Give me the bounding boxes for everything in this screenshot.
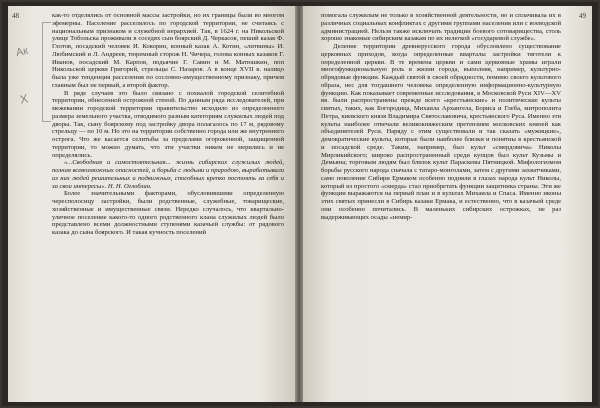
book-gutter xyxy=(295,6,303,402)
book-spread xyxy=(2,2,598,406)
paragraph: помогала служилым не только в хозяйственной деятельности, но и сплачивала их в различных социальных конфликтах с другими группами населения или с воеводской администрацией. Нельзя также исключать традиции боевого сотоварищества, столь хорошо знакомые сибирским казакам по их нелегкой «государевой службе». xyxy=(321,12,561,43)
paragraph: Более значительными факторами, обусловившими определенную чересполосицу застройки, были родственные, служебные, товарищеские, хозяйственные и имущественные связи. Нередко случалось, что квартально-уличное поселение какого-то одного родственного клана служилых людей было представлено всеми должностными ступенями казачьей службы: от рядового казака до сына боярского. И такая кучность поселений xyxy=(52,190,284,236)
right-page-text xyxy=(321,12,561,221)
handwritten-margin-cross: X xyxy=(18,91,30,107)
right-page xyxy=(303,6,592,402)
left-page-text xyxy=(52,12,284,237)
handwritten-margin-note: Ак xyxy=(14,44,30,60)
paragraph: Деление территории древнерусского города обусловлено существование церковных приходов, когда определенные кварталы застройки тяготели к определенной церкви. В те времена церкви и сами церковные храмы играли многофункциональную роль в жизни города, выполняя, например, культурно-обрядовые функции. Каждый святой в своей обрядности, помимо своего культового образа, нес для тогдашнего человека определенную информационно-культурную функцию. Как показывает современные исследования, в Московской Руси XIV—XV вв. были распространены прежде всего «крестьянские» и политические культы святых, таких, как Богородица, Михаила Архангела, Бориса и Глеба, митрополита Петра, киевского князя Владимира Святославовича, крестьянского Руса. Именно эти культы наиболее отвечали великокняжеским претензиям московских князей как объединителей Руси. Наряду с этим существовали и так сказать «мужицкие», демократические культы, которые были наиболее близки и понятны в крестьянской и посадской среде. Таким, например, был культ «смердовича» Николы Мирликийского; широко распространенный среди купцов был культ Кузьмы и Демьяна; торговым людям был близок культ Параскевы Пятницкой. Мифологизмом борьбы русского народа сначала с татаро-монголами, затем с другими захватчиками, само поколение Сибири Ермаком особенно подняли в глазах народа культ Николы, который из простого «смерда» стал приобретать функции защитника страны. Эти же функции выражаются на первый план и в культах Михаила и Спаса. Именно иконы этих святых принесли в Сибирь казаки Ермака, и естественно, что в казачьей среде они особенно почитались. В маленьких сибирских острожках, не раз выдерживающих осады «немир- xyxy=(321,43,561,221)
page-number-left: 48 xyxy=(12,12,19,20)
paragraph: В ряде случаев это было связано с похвалой городской селитебной территории, обнесенной острожной стеной. По данным ряда исследователей, при межевании городской территории правительство исходило из определенного размера земельного участка, отводимого разным категориям служилых людей под дворы. Так, сыну боярскому под застройку двора полагалось по 17 м, рядовому стрельцу — по 10 м. Но это на территории собственно города или же внутреннего острога. Что же касается селитьбы за пределами огороженной, защищенной территории, то можно думать, что эти участки никем не мерились и не определялись. xyxy=(52,89,284,159)
quote-paragraph: «...Свободная и самостоятельная... жизнь сибирских служилых людей, полная всевозможных опасностей, и борьба с людьми и природою, вырабатывали из них людей решительных и подвижных, способных крепко постоять за себя и за свои интересы». Н. Н. Оглоблин. xyxy=(52,159,284,190)
left-page xyxy=(8,6,295,402)
paragraph: как-то отделялись от основной массы застройки, но их границы были во многом эфемерны. Население расселялось по городской территории, не считаясь с национальным признаком и служебной иерархией. Так, в 1624 г. на Никольской улице Тобольска проживали в соседях сын боярский Д. Черкасов, пеший казак Ф. Глотов, посадский человек И. Кокорин, конный казак А. Котин, «литвины» И. Любимский и Л. Андреев, тюремный сторож Н. Чичера, голова конных казаков Г. Иванов, посадский М. Карпов, подьячие Г. Савин и М. Матюшкин, поп Никольской церкви Григорий, стрельцы С. Назаров. А в конце XVII в. налицо была уже тенденция расселения по сословно-имущественному признаку, причем главным был не первый, а второй фактор. xyxy=(52,12,284,89)
page-number-right: 49 xyxy=(579,12,586,20)
margin-bracket xyxy=(42,22,51,122)
